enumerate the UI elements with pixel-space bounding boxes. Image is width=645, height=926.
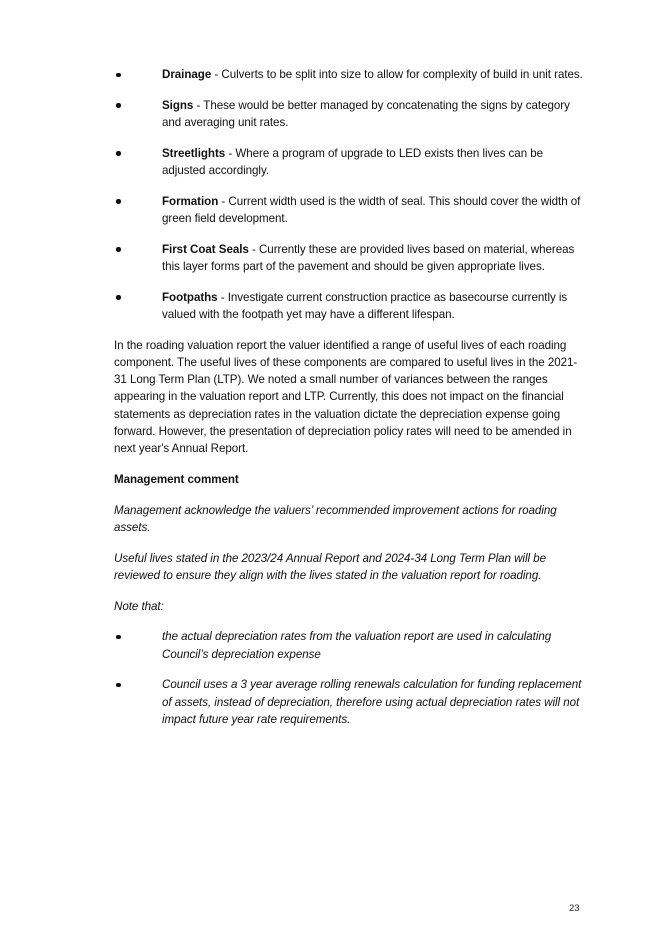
bullet-text: Council uses a 3 year average rolling renewals calculation for funding replacement of assets, instead of depreciation, therefore using actual depreciation rates will not impact future year rate requirements. [162,678,582,726]
bullet-icon [116,247,121,252]
bullet-separator: - [193,98,204,112]
bullet-term: Streetlights [162,146,226,160]
bullet-item-drainage [114,66,584,83]
bullet-icon [116,635,121,640]
bullet-icon [116,199,121,204]
bullet-separator: - [225,146,236,160]
bullet-icon [116,73,121,78]
note-bullet-depreciation-rates [114,628,584,662]
bullet-item-formation [114,193,584,227]
bullet-item-footpaths [114,289,584,323]
bullet-separator: - [218,194,229,208]
page-content [114,66,584,742]
bullet-term: Footpaths [162,290,218,304]
management-paragraph-note: Note that: [114,599,164,613]
bullet-icon [116,683,121,688]
page-number: 23 [569,903,580,914]
bullet-separator: - [211,68,222,81]
management-paragraph-acknowledge: Management acknowledge the valuers’ recommended improvement actions for roading assets. [114,503,557,534]
bullet-separator: - [217,290,228,304]
valuation-paragraph: In the roading valuation report the valuer identified a range of useful lives of each roading component. The useful lives of these components are compared to useful lives in the 2021-31 Long Term Plan (LTP). We noted a small number of variances between the ranges appearing in the valuation report and LTP. Currently, this does not impact on the financial statements as depreciation rates in the valuation dictate the depreciation expense going forward. However, the presentation of depreciation policy rates will need to be amended in next year's Annual Report. [114,338,578,456]
management-comment-heading: Management comment [114,472,239,486]
bullet-separator: - [248,242,259,256]
note-bullet-rolling-renewals [114,676,584,728]
bullet-term: Formation [162,194,219,208]
bullet-icon [116,295,121,300]
management-paragraph-useful-lives: Useful lives stated in the 2023/24 Annual Report and 2024-34 Long Term Plan will be reviewed to ensure they align with the lives stated in the valuation report for roading. [114,551,546,582]
bullet-text: Current width used is the width of seal. This should cover the width of green field development. [162,194,581,225]
bullet-term: First Coat Seals [162,242,249,256]
bullet-item-streetlights [114,145,584,179]
bullet-text: These would be better managed by concatenating the signs by category and averaging unit rates. [162,98,570,129]
bullet-text: Currently these are provided lives based on material, whereas this layer forms part of the pavement and should be given appropriate lives. [162,242,575,273]
bullet-item-first-coat-seals [114,241,584,275]
bullet-text: Where a program of upgrade to LED exists then lives can be adjusted accordingly. [162,146,544,177]
bullet-icon [116,103,121,108]
bullet-term: Signs [162,98,194,112]
bullet-text: the actual depreciation rates from the valuation report are used in calculating Council’s depreciation expense [162,630,552,661]
bullet-icon [116,151,121,156]
bullet-item-signs [114,97,584,131]
bullet-text: Investigate current construction practice as basecourse currently is valued with the footpath yet may have a different lifespan. [162,290,568,321]
bullet-text: Culverts to be split into size to allow for complexity of build in unit rates. [221,68,583,81]
bullet-term: Drainage [162,68,212,81]
